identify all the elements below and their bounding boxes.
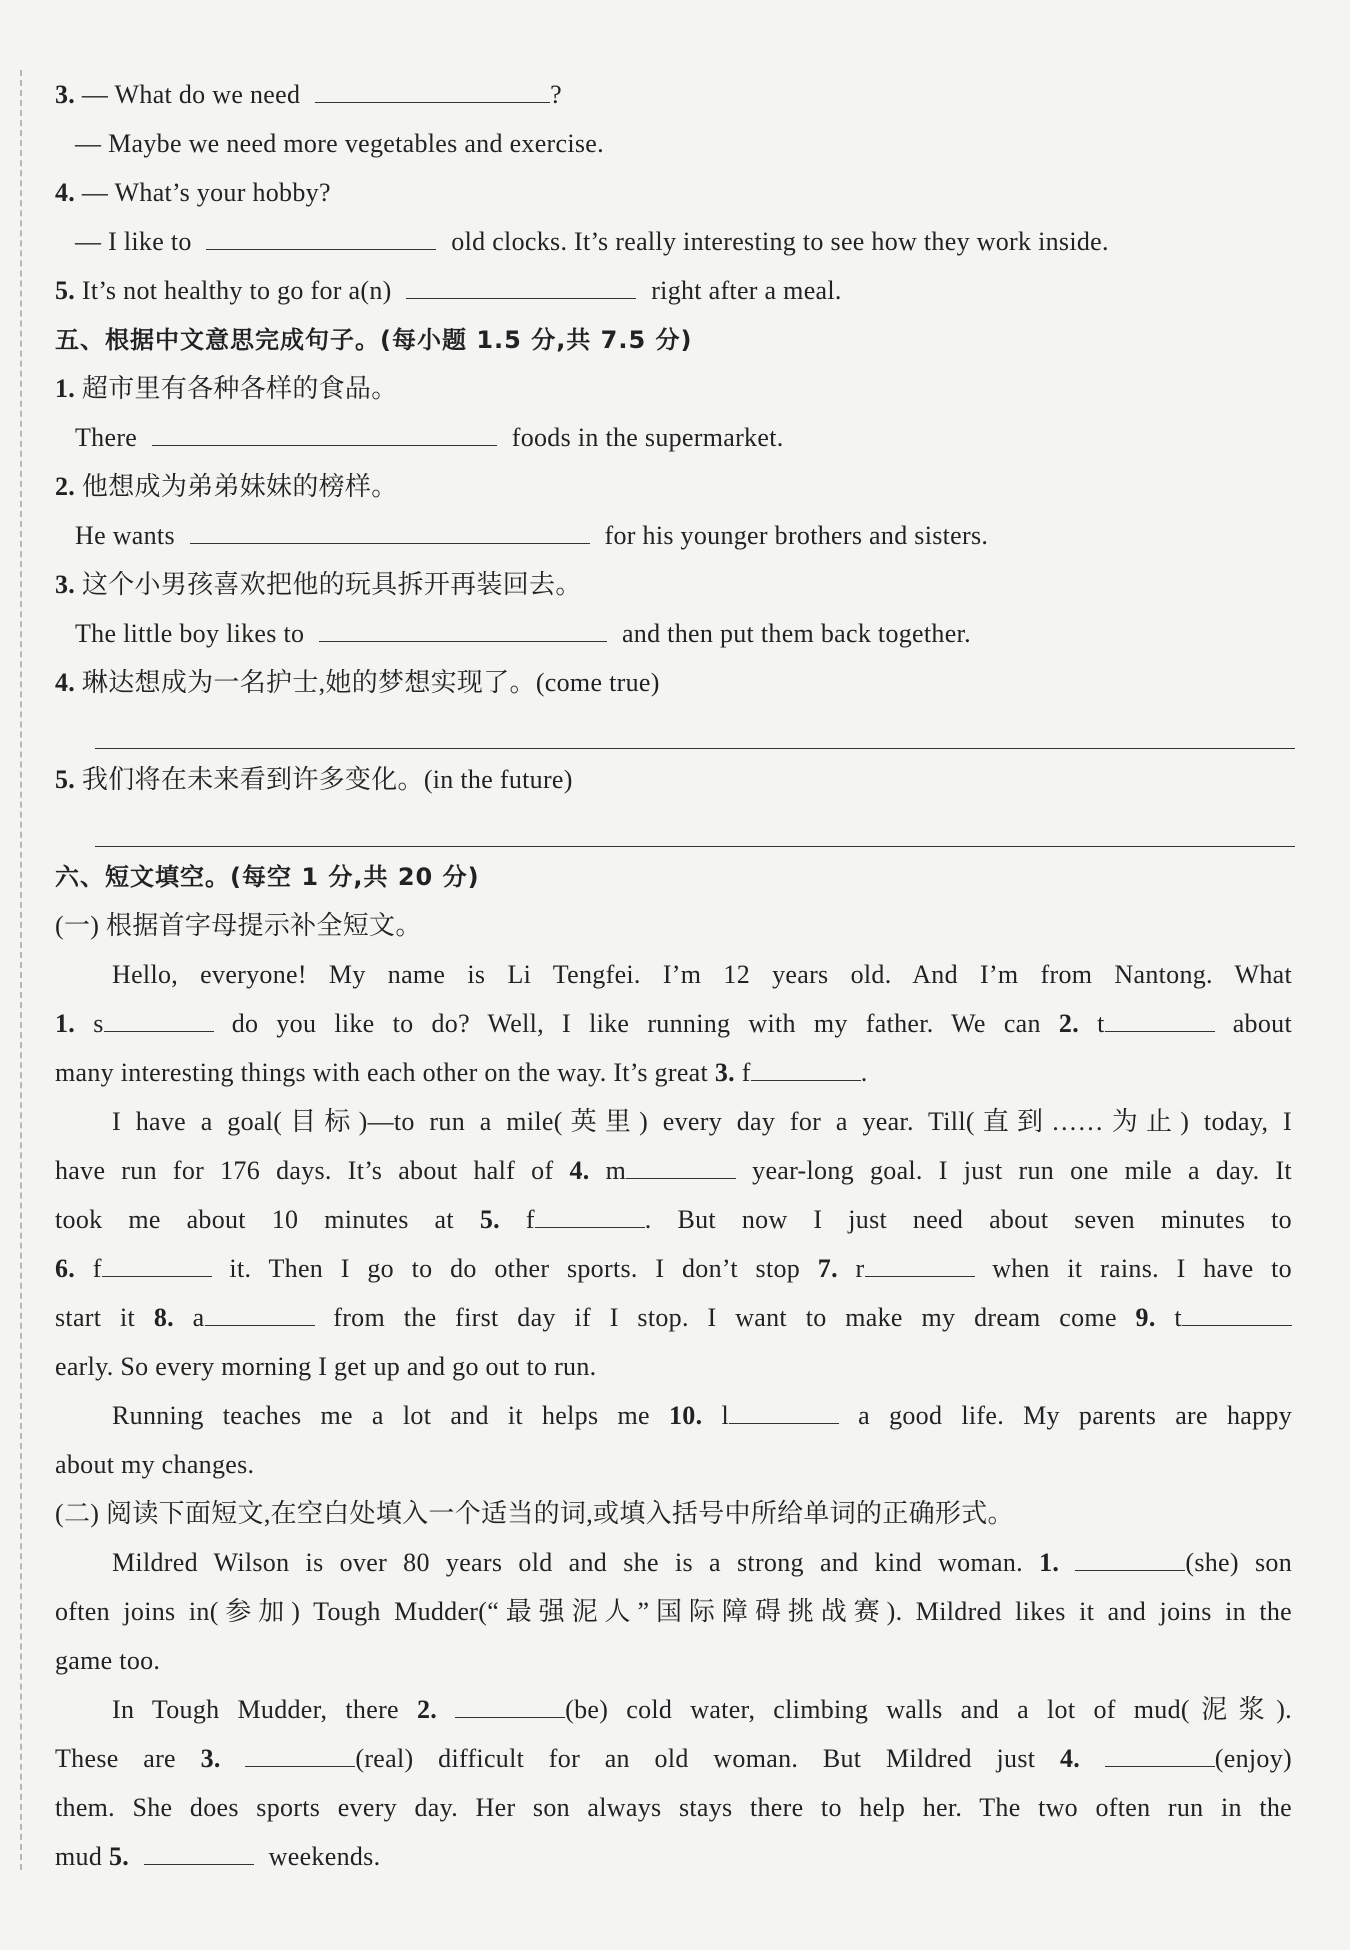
question-number: 1. <box>55 374 76 403</box>
binding-margin-line <box>20 70 22 1870</box>
passage-text: do you like to do? Well, I like running with my father. We can <box>231 1009 1041 1038</box>
s5-q5-answer-line[interactable] <box>95 846 1295 847</box>
passage-text: many interesting things with each other on the way. It’s great <box>55 1058 709 1087</box>
passage1-line <box>55 1151 1292 1191</box>
s5-q3-english <box>75 614 971 654</box>
passage1-line <box>55 1298 1292 1338</box>
passage-text: from the first day if I stop. I want to make my dream come <box>333 1303 1117 1332</box>
answer-blank[interactable] <box>1182 1299 1292 1326</box>
answer-blank[interactable] <box>206 223 436 250</box>
passage-text: mud <box>55 1842 103 1871</box>
passage2-line: game too. <box>55 1646 161 1675</box>
initial-letter: f <box>92 1254 102 1283</box>
passage-text: a good life. My parents are happy <box>858 1401 1292 1430</box>
passage2-line <box>55 1837 380 1877</box>
passage2-line <box>55 1739 1292 1779</box>
passage2-line: them. She does sports every day. Her son always stays there to help her. The two often run in the <box>55 1793 1292 1822</box>
section-6-title: 六、短文填空。(每空 1 分,共 20 分) <box>55 863 480 891</box>
punct: . <box>860 1058 868 1087</box>
blank-number: 1. <box>55 1009 76 1038</box>
sentence-text: He wants <box>75 521 175 550</box>
response-text: — I like to <box>75 227 192 256</box>
response-text: old clocks. It’s really interesting to see how they work inside. <box>451 227 1109 256</box>
chinese-prompt: 这个小男孩喜欢把他的玩具拆开再装回去。 <box>81 570 582 599</box>
s4-q3-response <box>75 124 604 164</box>
passage-text: about <box>1232 1009 1292 1038</box>
chinese-prompt: 我们将在未来看到许多变化。(in the future) <box>81 765 573 794</box>
answer-blank[interactable] <box>152 419 497 446</box>
initial-letter: a <box>192 1303 205 1332</box>
passage2-line: often joins in(参加) Tough Mudder(“最强泥人”国际障碍挑战赛). Mildred likes it and joins in the <box>55 1597 1292 1626</box>
passage-text: In Tough Mudder, there <box>112 1695 399 1724</box>
passage1-line <box>55 1053 868 1093</box>
s5-q4-chinese <box>55 663 660 703</box>
initial-letter: s <box>93 1009 104 1038</box>
passage1-line <box>55 1200 1292 1240</box>
answer-blank[interactable] <box>190 517 590 544</box>
s5-q1-chinese <box>55 369 398 409</box>
initial-letter: t <box>1174 1303 1182 1332</box>
sentence-text: and then put them back together. <box>621 619 971 648</box>
response-text: — Maybe we need more vegetables and exercise. <box>75 129 604 158</box>
section-5-title: 五、根据中文意思完成句子。(每小题 1.5 分,共 7.5 分) <box>55 326 693 354</box>
answer-blank[interactable] <box>1105 1740 1215 1767</box>
blank-number: 5. <box>479 1205 500 1234</box>
passage-text: Mildred Wilson is over 80 years old and she is a strong and kind woman. <box>112 1548 1023 1577</box>
initial-letter: t <box>1097 1009 1105 1038</box>
answer-blank[interactable] <box>1105 1005 1215 1032</box>
punct: ? <box>550 80 562 109</box>
initial-letter: l <box>721 1401 730 1430</box>
s5-q5-chinese <box>55 760 573 800</box>
passage-text: These are <box>55 1744 176 1773</box>
initial-letter: r <box>855 1254 865 1283</box>
blank-number: 7. <box>817 1254 838 1283</box>
answer-blank[interactable] <box>626 1152 736 1179</box>
chinese-prompt: 他想成为弟弟妹妹的榜样。 <box>81 472 398 501</box>
blank-number: 3. <box>714 1058 735 1087</box>
s5-q2-chinese <box>55 467 398 507</box>
s4-q4-question <box>55 173 331 213</box>
sentence-text: foods in the supermarket. <box>511 423 784 452</box>
passage-text: (real) difficult for an old woman. But Mildred just <box>355 1744 1036 1773</box>
passage-text: start it <box>55 1303 136 1332</box>
blank-number: 8. <box>153 1303 174 1332</box>
passage-text: it. Then I go to do other sports. I don’t stop <box>229 1254 801 1283</box>
passage2-line <box>112 1543 1292 1583</box>
chinese-prompt: 琳达想成为一名护士,她的梦想实现了。(come true) <box>81 668 660 697</box>
answer-blank[interactable] <box>245 1740 355 1767</box>
answer-blank[interactable] <box>455 1691 565 1718</box>
passage1-line <box>55 1249 1292 1289</box>
blank-number: 5. <box>108 1842 130 1871</box>
chinese-prompt: 超市里有各种各样的食品。 <box>81 374 398 403</box>
question-number: 4. <box>55 178 76 207</box>
blank-number: 3. <box>200 1744 221 1773</box>
answer-blank[interactable] <box>1075 1544 1185 1571</box>
s4-q5-question <box>55 271 842 311</box>
answer-blank[interactable] <box>535 1201 645 1228</box>
initial-letter: m <box>605 1156 627 1185</box>
answer-blank[interactable] <box>102 1250 212 1277</box>
passage-text: have run for 176 days. It’s about half of <box>55 1156 554 1185</box>
answer-blank[interactable] <box>406 272 636 299</box>
question-text: right after a meal. <box>651 276 842 305</box>
question-text: — What do we need <box>81 80 301 109</box>
answer-blank[interactable] <box>205 1299 315 1326</box>
blank-number: 4. <box>1060 1744 1081 1773</box>
passage-text: (she) son <box>1185 1548 1292 1577</box>
passage-text: weekends. <box>268 1842 381 1871</box>
s5-q4-answer-line[interactable] <box>95 748 1295 749</box>
passage1-line: I have a goal(目标)—to run a mile(英里) every day for a year. Till(直到……为止) today, I <box>112 1107 1292 1136</box>
passage2-line <box>112 1690 1292 1730</box>
passage1-line: early. So every morning I get up and go out to run. <box>55 1352 597 1381</box>
section-6-part2-title: (二) 阅读下面短文,在空白处填入一个适当的词,或填入括号中所给单词的正确形式。 <box>55 1499 1014 1528</box>
blank-number: 4. <box>569 1156 590 1185</box>
s4-q3-question <box>55 75 562 115</box>
answer-blank[interactable] <box>315 76 550 103</box>
passage-text: year-long goal. I just run one mile a day. It <box>752 1156 1292 1185</box>
initial-letter: f <box>525 1205 535 1234</box>
answer-blank[interactable] <box>319 615 607 642</box>
question-number: 5. <box>55 765 76 794</box>
answer-blank[interactable] <box>104 1005 214 1032</box>
question-number: 3. <box>55 80 76 109</box>
passage-text: took me about 10 minutes at <box>55 1205 454 1234</box>
blank-number: 2. <box>416 1695 438 1724</box>
question-number: 2. <box>55 472 76 501</box>
blank-number: 2. <box>1058 1009 1080 1038</box>
blank-number: 1. <box>1039 1548 1060 1577</box>
passage1-line: Hello, everyone! My name is Li Tengfei. I’m 12 years old. And I’m from Nantong. What <box>112 960 1292 989</box>
passage-text: when it rains. I have to <box>992 1254 1292 1283</box>
s4-q4-response <box>75 222 1109 262</box>
blank-number: 9. <box>1135 1303 1156 1332</box>
answer-blank[interactable] <box>751 1054 861 1081</box>
question-number: 5. <box>55 276 76 305</box>
passage-text: (be) cold water, climbing walls and a lot of mud(泥浆). <box>565 1695 1292 1724</box>
answer-blank[interactable] <box>729 1397 839 1424</box>
question-text: It’s not healthy to go for a(n) <box>81 276 392 305</box>
passage-text: . But now I just need about seven minutes to <box>644 1205 1292 1234</box>
sentence-text: There <box>75 423 138 452</box>
s5-q1-english <box>75 418 784 458</box>
sentence-text: for his younger brothers and sisters. <box>604 521 989 550</box>
s5-q3-chinese <box>55 565 582 605</box>
section-6-part1-title: (一) 根据首字母提示补全短文。 <box>55 911 422 940</box>
passage-text: Running teaches me a lot and it helps me <box>112 1401 650 1430</box>
passage-text: (enjoy) <box>1214 1744 1292 1773</box>
answer-blank[interactable] <box>865 1250 975 1277</box>
answer-blank[interactable] <box>144 1838 254 1865</box>
sentence-text: The little boy likes to <box>75 619 305 648</box>
question-text: — What’s your hobby? <box>81 178 331 207</box>
passage1-line <box>55 1004 1292 1044</box>
passage1-line: about my changes. <box>55 1450 255 1479</box>
blank-number: 10. <box>668 1401 703 1430</box>
s5-q2-english <box>75 516 988 556</box>
initial-letter: f <box>741 1058 751 1087</box>
blank-number: 6. <box>55 1254 76 1283</box>
question-number: 3. <box>55 570 76 599</box>
question-number: 4. <box>55 668 76 697</box>
passage1-line <box>112 1396 1292 1436</box>
